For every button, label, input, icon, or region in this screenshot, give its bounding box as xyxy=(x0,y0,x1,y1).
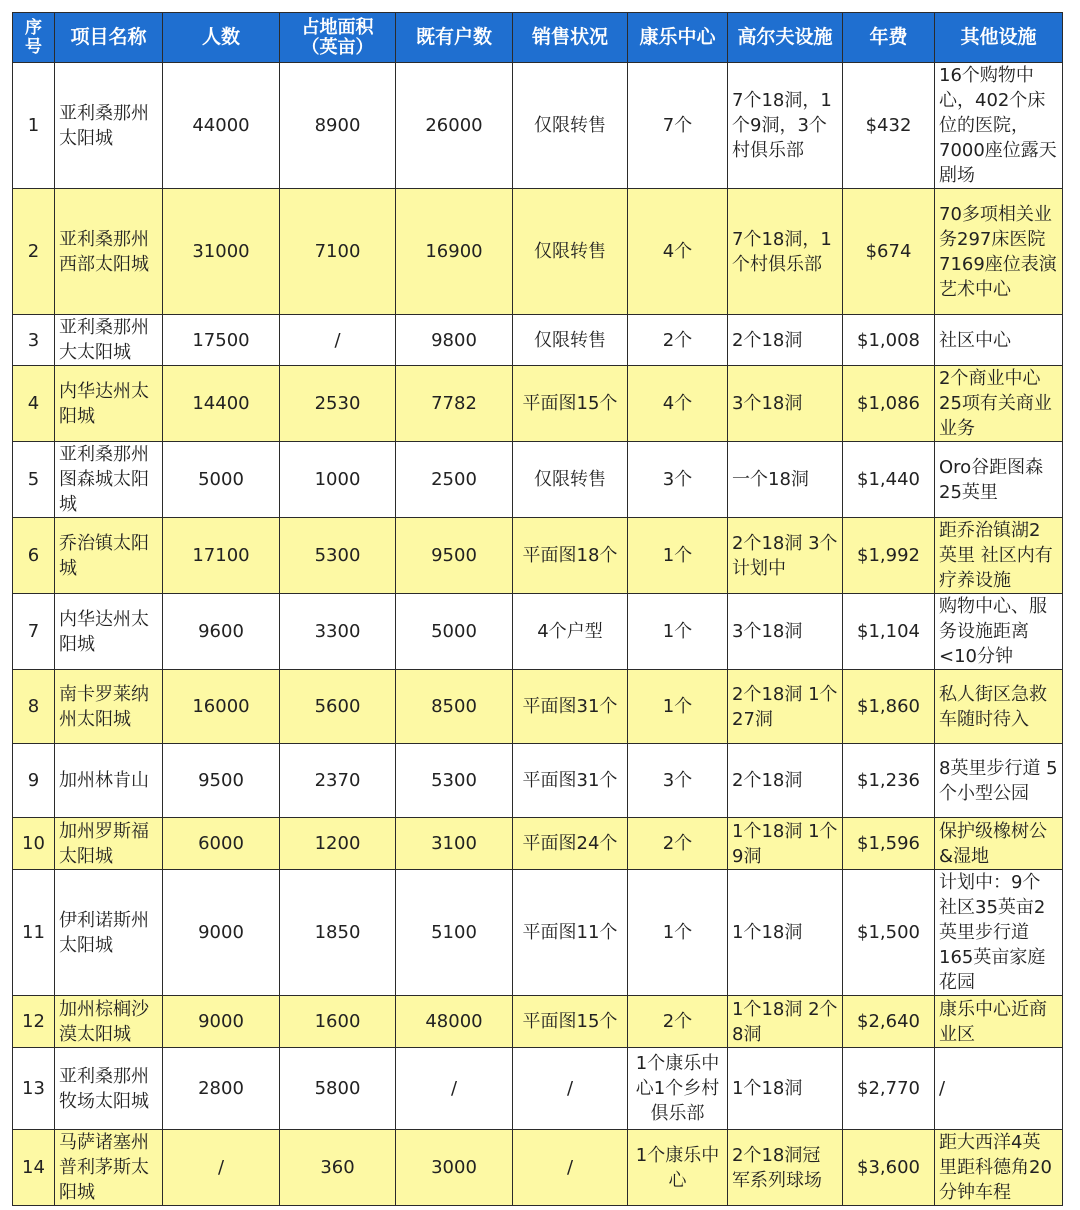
cell-index: 12 xyxy=(13,996,55,1048)
header-population: 人数 xyxy=(163,13,280,63)
cell-other-facilities: 8英里步行道 5个小型公园 xyxy=(935,744,1063,818)
cell-households: 9800 xyxy=(396,315,513,366)
cell-project-name: 加州棕榈沙漠太阳城 xyxy=(55,996,163,1048)
cell-households: 26000 xyxy=(396,63,513,189)
cell-other-facilities: 2个商业中心25项有关商业业务 xyxy=(935,366,1063,442)
cell-golf-facilities: 2个18洞 1个27洞 xyxy=(728,670,843,744)
cell-population: 9500 xyxy=(163,744,280,818)
cell-land-area: 2530 xyxy=(280,366,396,442)
cell-population: 31000 xyxy=(163,189,280,315)
cell-land-area: 5300 xyxy=(280,518,396,594)
cell-recreation-center: 1个 xyxy=(628,670,728,744)
table-row xyxy=(13,315,1063,366)
cell-project-name: 内华达州太阳城 xyxy=(55,594,163,670)
cell-sales-status: 仅限转售 xyxy=(513,189,628,315)
cell-project-name: 乔治镇太阳城 xyxy=(55,518,163,594)
cell-land-area: / xyxy=(280,315,396,366)
cell-sales-status: 平面图24个 xyxy=(513,818,628,870)
cell-land-area: 8900 xyxy=(280,63,396,189)
cell-recreation-center: 2个 xyxy=(628,315,728,366)
cell-population: 2800 xyxy=(163,1048,280,1130)
header-annual-fee: 年费 xyxy=(843,13,935,63)
cell-index: 8 xyxy=(13,670,55,744)
cell-annual-fee: $674 xyxy=(843,189,935,315)
cell-recreation-center: 4个 xyxy=(628,189,728,315)
cell-households: 48000 xyxy=(396,996,513,1048)
cell-golf-facilities: 2个18洞冠军系列球场 xyxy=(728,1130,843,1206)
table-row xyxy=(13,1130,1063,1206)
header-golf-facilities: 高尔夫设施 xyxy=(728,13,843,63)
cell-annual-fee: $3,600 xyxy=(843,1130,935,1206)
cell-golf-facilities: 一个18洞 xyxy=(728,442,843,518)
cell-land-area: 5800 xyxy=(280,1048,396,1130)
cell-land-area: 7100 xyxy=(280,189,396,315)
cell-households: 9500 xyxy=(396,518,513,594)
cell-other-facilities: 康乐中心近商业区 xyxy=(935,996,1063,1048)
header-sales-status: 销售状况 xyxy=(513,13,628,63)
cell-golf-facilities: 2个18洞 xyxy=(728,315,843,366)
cell-households: / xyxy=(396,1048,513,1130)
cell-land-area: 360 xyxy=(280,1130,396,1206)
cell-annual-fee: $1,596 xyxy=(843,818,935,870)
cell-project-name: 亚利桑那州牧场太阳城 xyxy=(55,1048,163,1130)
cell-annual-fee: $432 xyxy=(843,63,935,189)
cell-golf-facilities: 7个18洞，1个9洞，3个村俱乐部 xyxy=(728,63,843,189)
cell-land-area: 1600 xyxy=(280,996,396,1048)
cell-sales-status: 4个户型 xyxy=(513,594,628,670)
cell-annual-fee: $1,236 xyxy=(843,744,935,818)
cell-other-facilities: 距乔治镇湖2英里 社区内有疗养设施 xyxy=(935,518,1063,594)
cell-land-area: 2370 xyxy=(280,744,396,818)
cell-golf-facilities: 1个18洞 xyxy=(728,1048,843,1130)
cell-households: 3100 xyxy=(396,818,513,870)
cell-annual-fee: $2,640 xyxy=(843,996,935,1048)
table-row xyxy=(13,518,1063,594)
cell-project-name: 加州林肯山 xyxy=(55,744,163,818)
table-row xyxy=(13,870,1063,996)
cell-annual-fee: $1,860 xyxy=(843,670,935,744)
cell-annual-fee: $1,440 xyxy=(843,442,935,518)
cell-households: 7782 xyxy=(396,366,513,442)
cell-population: 44000 xyxy=(163,63,280,189)
cell-index: 4 xyxy=(13,366,55,442)
cell-project-name: 亚利桑那州太阳城 xyxy=(55,63,163,189)
cell-households: 3000 xyxy=(396,1130,513,1206)
cell-population: 16000 xyxy=(163,670,280,744)
cell-population: 9000 xyxy=(163,870,280,996)
cell-golf-facilities: 2个18洞 3个计划中 xyxy=(728,518,843,594)
cell-index: 9 xyxy=(13,744,55,818)
cell-other-facilities: 私人街区急救车随时待入 xyxy=(935,670,1063,744)
cell-recreation-center: 2个 xyxy=(628,818,728,870)
cell-recreation-center: 4个 xyxy=(628,366,728,442)
header-households: 既有户数 xyxy=(396,13,513,63)
cell-recreation-center: 1个 xyxy=(628,518,728,594)
table-row xyxy=(13,63,1063,189)
cell-recreation-center: 2个 xyxy=(628,996,728,1048)
cell-population: 9600 xyxy=(163,594,280,670)
cell-other-facilities: 距大西洋4英里距科德角20分钟车程 xyxy=(935,1130,1063,1206)
cell-annual-fee: $1,500 xyxy=(843,870,935,996)
cell-land-area: 5600 xyxy=(280,670,396,744)
cell-project-name: 南卡罗莱纳州太阳城 xyxy=(55,670,163,744)
cell-other-facilities: / xyxy=(935,1048,1063,1130)
cell-sales-status: 平面图15个 xyxy=(513,996,628,1048)
cell-annual-fee: $1,992 xyxy=(843,518,935,594)
cell-project-name: 内华达州太阳城 xyxy=(55,366,163,442)
cell-households: 8500 xyxy=(396,670,513,744)
cell-population: 9000 xyxy=(163,996,280,1048)
cell-population: 6000 xyxy=(163,818,280,870)
cell-project-name: 亚利桑那州大太阳城 xyxy=(55,315,163,366)
cell-golf-facilities: 1个18洞 xyxy=(728,870,843,996)
cell-recreation-center: 3个 xyxy=(628,442,728,518)
cell-households: 5300 xyxy=(396,744,513,818)
header-index: 序号 xyxy=(13,13,55,63)
cell-other-facilities: 保护级橡树公&湿地 xyxy=(935,818,1063,870)
cell-index: 3 xyxy=(13,315,55,366)
cell-annual-fee: $1,008 xyxy=(843,315,935,366)
cell-recreation-center: 1个康乐中心1个乡村俱乐部 xyxy=(628,1048,728,1130)
table-row xyxy=(13,594,1063,670)
cell-population: 14400 xyxy=(163,366,280,442)
table-row xyxy=(13,996,1063,1048)
cell-golf-facilities: 1个18洞 1个9洞 xyxy=(728,818,843,870)
cell-project-name: 加州罗斯福太阳城 xyxy=(55,818,163,870)
cell-other-facilities: 购物中心、服务设施距离<10分钟 xyxy=(935,594,1063,670)
cell-index: 6 xyxy=(13,518,55,594)
cell-recreation-center: 7个 xyxy=(628,63,728,189)
cell-golf-facilities: 2个18洞 xyxy=(728,744,843,818)
cell-other-facilities: 16个购物中心，402个床位的医院，7000座位露天剧场 xyxy=(935,63,1063,189)
cell-golf-facilities: 3个18洞 xyxy=(728,594,843,670)
header-land-area: 占地面积 （英亩） xyxy=(280,13,396,63)
cell-recreation-center: 1个康乐中心 xyxy=(628,1130,728,1206)
cell-sales-status: 仅限转售 xyxy=(513,315,628,366)
cell-index: 10 xyxy=(13,818,55,870)
cell-sales-status: 平面图11个 xyxy=(513,870,628,996)
cell-other-facilities: 社区中心 xyxy=(935,315,1063,366)
cell-index: 13 xyxy=(13,1048,55,1130)
cell-land-area: 1850 xyxy=(280,870,396,996)
retirement-community-table xyxy=(12,12,1063,1206)
cell-golf-facilities: 1个18洞 2个8洞 xyxy=(728,996,843,1048)
header-row xyxy=(13,13,1063,63)
table-row xyxy=(13,1048,1063,1130)
cell-other-facilities: 计划中：9个社区35英亩2英里步行道165英亩家庭花园 xyxy=(935,870,1063,996)
cell-project-name: 马萨诸塞州普利茅斯太阳城 xyxy=(55,1130,163,1206)
cell-recreation-center: 3个 xyxy=(628,744,728,818)
cell-population: / xyxy=(163,1130,280,1206)
header-recreation-center: 康乐中心 xyxy=(628,13,728,63)
header-project-name: 项目名称 xyxy=(55,13,163,63)
cell-population: 5000 xyxy=(163,442,280,518)
table-row xyxy=(13,744,1063,818)
cell-other-facilities: 70多项相关业务297床医院7169座位表演艺术中心 xyxy=(935,189,1063,315)
cell-population: 17500 xyxy=(163,315,280,366)
cell-households: 16900 xyxy=(396,189,513,315)
cell-land-area: 1200 xyxy=(280,818,396,870)
cell-sales-status: 平面图31个 xyxy=(513,744,628,818)
cell-other-facilities: Oro谷距图森25英里 xyxy=(935,442,1063,518)
cell-project-name: 伊利诺斯州太阳城 xyxy=(55,870,163,996)
cell-land-area: 1000 xyxy=(280,442,396,518)
cell-households: 5000 xyxy=(396,594,513,670)
cell-index: 11 xyxy=(13,870,55,996)
cell-sales-status: 平面图15个 xyxy=(513,366,628,442)
cell-land-area: 3300 xyxy=(280,594,396,670)
cell-index: 7 xyxy=(13,594,55,670)
table-body xyxy=(13,63,1063,1206)
cell-sales-status: 仅限转售 xyxy=(513,63,628,189)
cell-project-name: 亚利桑那州西部太阳城 xyxy=(55,189,163,315)
cell-project-name: 亚利桑那州图森城太阳城 xyxy=(55,442,163,518)
table-row xyxy=(13,189,1063,315)
header-other-facilities: 其他设施 xyxy=(935,13,1063,63)
cell-sales-status: 仅限转售 xyxy=(513,442,628,518)
table-row xyxy=(13,366,1063,442)
cell-annual-fee: $2,770 xyxy=(843,1048,935,1130)
cell-sales-status: 平面图18个 xyxy=(513,518,628,594)
cell-golf-facilities: 3个18洞 xyxy=(728,366,843,442)
cell-recreation-center: 1个 xyxy=(628,594,728,670)
cell-households: 5100 xyxy=(396,870,513,996)
cell-index: 2 xyxy=(13,189,55,315)
cell-households: 2500 xyxy=(396,442,513,518)
cell-population: 17100 xyxy=(163,518,280,594)
cell-index: 5 xyxy=(13,442,55,518)
cell-sales-status: / xyxy=(513,1048,628,1130)
cell-sales-status: 平面图31个 xyxy=(513,670,628,744)
table-wrapper xyxy=(12,12,1063,1206)
cell-index: 1 xyxy=(13,63,55,189)
cell-recreation-center: 1个 xyxy=(628,870,728,996)
cell-golf-facilities: 7个18洞，1个村俱乐部 xyxy=(728,189,843,315)
table-row xyxy=(13,442,1063,518)
cell-sales-status: / xyxy=(513,1130,628,1206)
cell-index: 14 xyxy=(13,1130,55,1206)
cell-annual-fee: $1,086 xyxy=(843,366,935,442)
cell-annual-fee: $1,104 xyxy=(843,594,935,670)
table-row xyxy=(13,818,1063,870)
table-row xyxy=(13,670,1063,744)
